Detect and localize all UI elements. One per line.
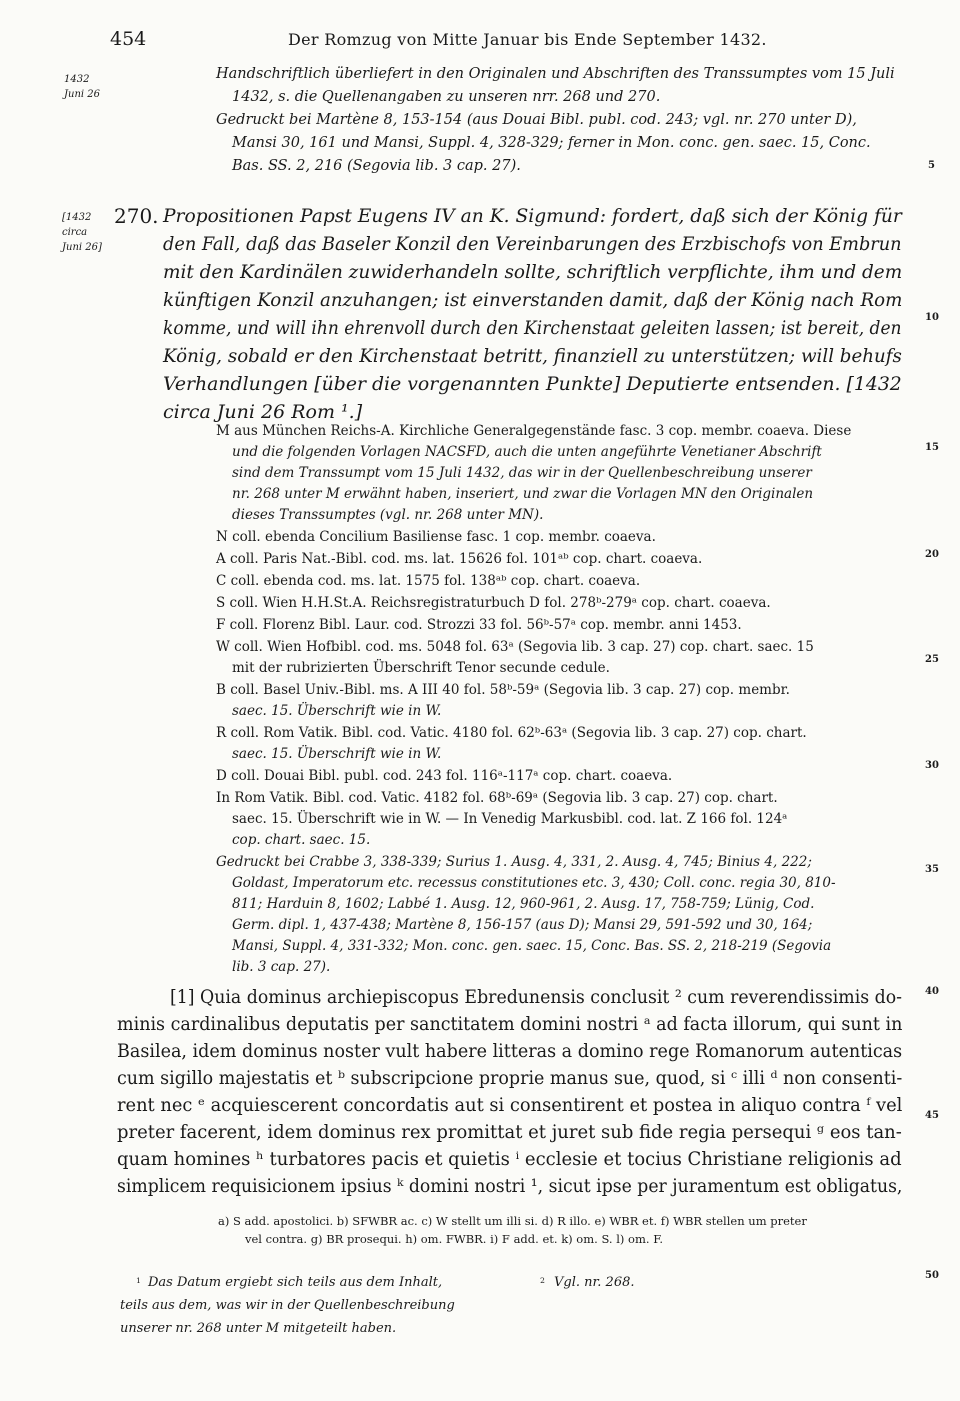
entry-number: 270.: [114, 204, 159, 228]
apparatus-line: Gedruckt bei Crabbe 3, 338-339; Surius 1. Ausg. 4, 331, 2. Ausg. 4, 745; Binius 4, 222;: [216, 854, 812, 870]
title-line: mit den Kardinälen zuwiderhandeln sollte, schriftlich verpflichte, ihm und dem: [163, 261, 903, 283]
apparatus-line: saec. 15. Überschrift wie in W.: [232, 703, 442, 719]
title-line: künftigen Konzil anzuhangen; ist einverstanden damit, daß der König nach Rom: [163, 289, 903, 311]
line-number: 25: [925, 654, 939, 665]
apparatus-line: nr. 268 unter M erwähnt haben, inseriert, und zwar die Vorlagen MN den Originalen: [232, 486, 814, 502]
apparatus-line: mit der rubrizierten Überschrift Tenor secunde cedule.: [232, 660, 610, 676]
text-line: preter facerent, idem dominus rex promittat et juret sub fide regia persequi ᵍ eos tan-: [117, 1122, 902, 1143]
line-number: 5: [928, 160, 935, 171]
apparatus-line: M aus München Reichs-A. Kirchliche Generalgegenstände fasc. 3 cop. membr. coaeva. Diese: [216, 423, 852, 439]
apparatus-line: A coll. Paris Nat.-Bibl. cod. ms. lat. 15626 fol. 101ᵃᵇ cop. chart. coaeva.: [216, 551, 703, 567]
apparatus-line: cop. chart. saec. 15.: [232, 832, 371, 848]
apparatus-line: S coll. Wien H.H.St.A. Reichsregistraturbuch D fol. 278ᵇ-279ᵃ cop. chart. coaeva.: [216, 595, 771, 611]
footnote-line: unserer nr. 268 unter M mitgeteilt haben.: [120, 1321, 397, 1336]
previous-entry-line: Bas. SS. 2, 216 (Segovia lib. 3 cap. 27).: [232, 158, 521, 174]
margin-date-line: [1432: [62, 212, 92, 223]
apparatus-line: dieses Transsumptes (vgl. nr. 268 unter MN).: [232, 507, 544, 523]
apparatus-line: C coll. ebenda cod. ms. lat. 1575 fol. 138ᵃᵇ cop. chart. coaeva.: [216, 573, 641, 589]
text-line: [1] Quia dominus archiepiscopus Ebredunensis conclusit ² cum reverendissimis do-: [170, 987, 902, 1008]
text-line: cum sigillo majestatis et ᵇ subscripcione proprie manus sue, quod, si ᶜ illi ᵈ non consenti-: [117, 1068, 903, 1089]
margin-date-line: Juni 26]: [62, 242, 102, 253]
footnote-line: teils aus dem, was wir in der Quellenbeschreibung: [120, 1298, 455, 1313]
apparatus-line: saec. 15. Überschrift wie in W. — In Venedig Markusbibl. cod. lat. Z 166 fol. 124ᵃ: [232, 811, 788, 827]
text-line: minis cardinalibus deputatis per sanctitatem domini nostri ᵃ ad facta illorum, qui sunt in: [117, 1014, 903, 1035]
previous-entry-line: Gedruckt bei Martène 8, 153-154 (aus Douai Bibl. publ. cod. 243; vgl. nr. 270 unter D),: [216, 112, 857, 128]
text-line: quam homines ʰ turbatores pacis et quietis ⁱ ecclesie et tocius Christiane religionis ad: [117, 1149, 902, 1170]
margin-date-line: circa: [62, 227, 88, 238]
page-number: 454: [110, 28, 147, 50]
apparatus-line: sind dem Transsumpt vom 15 Juli 1432, das wir in der Quellenbeschreibung unserer: [232, 465, 812, 481]
margin-date-previous: [64, 72, 100, 102]
apparatus-line: Mansi, Suppl. 4, 331-332; Mon. conc. gen. saec. 15, Conc. Bas. SS. 2, 218-219 (Segovia: [232, 938, 832, 954]
footnote-line: Vgl. nr. 268.: [554, 1275, 635, 1290]
apparatus-line: Germ. dipl. 1, 437-438; Martène 8, 156-157 (aus D); Mansi 29, 591-592 und 30, 164;: [232, 917, 813, 933]
margin-date-entry: [62, 210, 102, 255]
footnote-number: 1: [136, 1276, 141, 1285]
previous-entry-line: 1432, s. die Quellenangaben zu unseren nrr. 268 und 270.: [232, 89, 661, 105]
title-line: komme, und will ihn ehrenvoll durch den Kirchenstaat geleiten lassen; ist bereit, den: [163, 317, 902, 339]
apparatus-line: R coll. Rom Vatik. Bibl. cod. Vatic. 4180 fol. 62ᵇ-63ᵃ (Segovia lib. 3 cap. 27) cop. chart.: [216, 725, 807, 741]
apparatus-line: F coll. Florenz Bibl. Laur. cod. Strozzi 33 fol. 56ᵇ-57ᵃ cop. membr. anni 1453.: [216, 617, 742, 633]
margin-date-line: 1432: [64, 74, 90, 85]
line-number: 50: [925, 1270, 939, 1281]
apparatus-line: B coll. Basel Univ.-Bibl. ms. A III 40 fol. 58ᵇ-59ᵃ (Segovia lib. 3 cap. 27) cop. membr.: [216, 682, 790, 698]
line-number: 10: [925, 312, 939, 323]
title-line: den Fall, daß das Baseler Konzil den Vereinbarungen des Erzbischofs von Embrun: [163, 233, 902, 255]
apparatus-line: In Rom Vatik. Bibl. cod. Vatic. 4182 fol. 68ᵇ-69ᵃ (Segovia lib. 3 cap. 27) cop. chart.: [216, 790, 778, 806]
apparatus-line: W coll. Wien Hofbibl. cod. ms. 5048 fol. 63ᵃ (Segovia lib. 3 cap. 27) cop. chart. saec. 15: [216, 639, 814, 655]
title-line: Verhandlungen [über die vorgenannten Punkte] Deputierte entsenden. [1432: [163, 373, 902, 395]
line-number: 15: [925, 442, 939, 453]
apparatus-line: D coll. Douai Bibl. publ. cod. 243 fol. 116ᵃ-117ᵃ cop. chart. coaeva.: [216, 768, 673, 784]
previous-entry-line: Handschriftlich überliefert in den Originalen und Abschriften des Transsumptes vom 15 Juli: [216, 66, 895, 82]
apparatus-line: saec. 15. Überschrift wie in W.: [232, 746, 442, 762]
footnote-line: Das Datum ergiebt sich teils aus dem Inhalt,: [148, 1275, 443, 1290]
apparatus-line: und die folgenden Vorlagen NACSFD, auch die unten angeführte Venetianer Abschrift: [232, 444, 822, 460]
apparatus-line: N coll. ebenda Concilium Basiliense fasc. 1 cop. membr. coaeva.: [216, 529, 656, 545]
line-number: 35: [925, 864, 939, 875]
margin-date-line: Juni 26: [64, 89, 100, 100]
apparatus-line: 811; Harduin 8, 1602; Labbé 1. Ausg. 12, 960-961, 2. Ausg. 17, 758-759; Lünig, Cod.: [232, 896, 815, 912]
text-line: Basilea, idem dominus noster vult habere litteras a domino rege Romanorum autenticas: [117, 1041, 903, 1062]
title-line: circa Juni 26 Rom ¹.]: [163, 401, 363, 423]
text-line: simplicem requisicionem ipsius ᵏ domini nostri ¹, sicut ipse per juramentum est obligatus,: [117, 1176, 903, 1197]
previous-entry-line: Mansi 30, 161 und Mansi, Suppl. 4, 328-329; ferner in Mon. conc. gen. saec. 15, Conc.: [232, 135, 871, 151]
title-line: Propositionen Papst Eugens IV an K. Sigmund: fordert, daß sich der König für: [163, 205, 902, 227]
line-number: 45: [925, 1110, 939, 1121]
text-line: rent nec ᵉ acquiescerent concordatis aut si consentirent et postea in aliquo contra ᶠ vel: [117, 1095, 903, 1116]
variant-note-line: a) S add. apostolici. b) SFWBR ac. c) W stellt um illi si. d) R illo. e) WBR et. f) WBR stellen um preter: [218, 1214, 807, 1228]
line-number: 40: [925, 986, 939, 997]
variant-note-line: vel contra. g) BR prosequi. h) om. FWBR. i) F add. et. k) om. S. l) om. F.: [245, 1232, 664, 1246]
line-number: 20: [925, 549, 939, 560]
footnote-number: 2: [540, 1276, 545, 1285]
running-title: Der Romzug von Mitte Januar bis Ende September 1432.: [288, 30, 767, 49]
apparatus-line: lib. 3 cap. 27).: [232, 959, 331, 975]
title-line: König, sobald er den Kirchenstaat betritt, finanziell zu unterstützen; will behufs: [163, 345, 902, 367]
line-number: 30: [925, 760, 939, 771]
apparatus-line: Goldast, Imperatorum etc. recessus constitutiones etc. 3, 430; Coll. conc. regia 30, 810-: [232, 875, 836, 891]
